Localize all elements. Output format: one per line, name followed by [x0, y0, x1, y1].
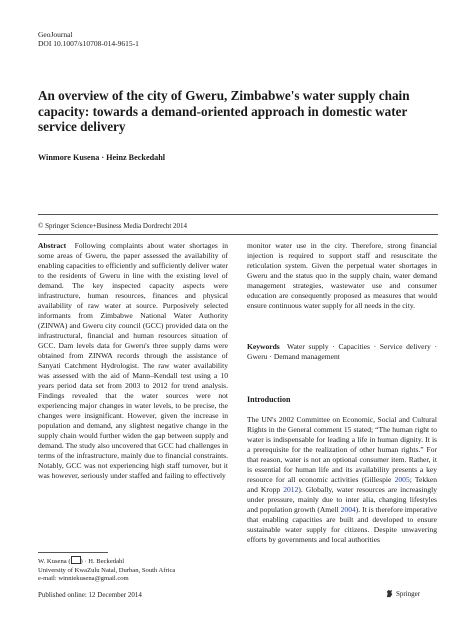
doi: DOI 10.1007/s10708-014-9615-1: [38, 39, 139, 48]
footnote-names: [38, 556, 228, 567]
springer-horse-icon: [385, 589, 394, 598]
footnote-divider: [38, 552, 108, 553]
publisher-name: Springer: [396, 589, 421, 598]
citation-link[interactable]: 2012: [283, 485, 299, 494]
introduction-heading: Introduction: [247, 395, 291, 404]
keywords-heading: Keywords: [247, 342, 280, 351]
paper-title: An overview of the city of Gweru, Zimbabwe's water supply chain capacity: towards a demand-oriented approach in domestic water service delivery: [38, 88, 410, 134]
copyright: © Springer Science+Business Media Dordrecht 2014: [38, 222, 188, 230]
citation-link[interactable]: 2004: [340, 505, 356, 514]
author-footnote: [38, 556, 228, 584]
intro-text-4: ). It is therefore imperative that enabling capacities are built and developed to ensure sustainable water supply for citizens. Despite unwavering efforts by governments and local authorities: [247, 505, 438, 544]
abstract-continuation: monitor water use in the city. Therefore, strong financial injection is required to support staff and resuscitate the reticulation system. Given the perpetual water shortages in Gweru and the status quo in the supply chain, water demand management strategies, wastewater use and consumer education are consequently proposed as measures that would ensure continuous water supply for all needs in the city.: [247, 241, 437, 310]
footnote-affiliation: University of KwaZulu Natal, Durban, South Africa: [38, 566, 176, 574]
published-date: Published online: 12 December 2014: [38, 591, 142, 599]
abstract: [38, 241, 228, 481]
keywords-text: Water supply · Capacities · Service delivery · Gweru · Demand management: [247, 342, 437, 361]
envelope-icon: [71, 556, 81, 564]
citation-link[interactable]: 2005: [394, 475, 410, 484]
keywords: [247, 342, 437, 362]
footnote-email[interactable]: e-mail: winniekusena@gmail.com: [38, 575, 129, 583]
intro-text-1: The UN's 2002 Committee on Economic, Social and Cultural Rights in the General comment 15 stated; “The human right to water is indispensable for leading a life in human dignity. It is a prerequisite for the realization of other human rights.” For that reason, water is not an optional consumer item. Rather, it is essential for human life and its availability presents a key resource for all economic activities (Gillespie: [247, 415, 437, 484]
divider-top: [38, 214, 438, 215]
intro-text-2: ; Tekken and Kropp: [247, 475, 438, 494]
footnote-name-2: ) · H. Beckedahl: [80, 558, 125, 565]
abstract-text: Following complaints about water shortages in some areas of Gweru, the paper assessed the availability of enabling capacities to efficiently and sufficiently deliver water to the residents of Gweru in line with the existing level of demand. The key inspected capacity aspects were infrastructure, human resources, finances and physical availability of raw water at source. Purposively selected informants from Zimbabwe National Water Authority (ZINWA) and Gweru city council (GCC) provided data on the infrastructural, financial and human resources situation of GCC. Dam levels data for Gweru's three supply dams were obtained from ZINWA records through the assistance of Sanyati Catchment Hydrologist. The raw water availability was assessed with the aid of Mann–Kendall test using a 10 years period data set from 2003 to 2012 for trend analysis. Findings revealed that the water sources were not experiencing major changes in water levels, to be precise, the changes were insignificant. However, given the increase in population and demand, any slightest negative change in the supply chain would further widen the gap between supply and demand. The study also uncovered that GCC had challenges in terms of the infrastructure, mainly due to financial constraints. Notably, GCC was not experiencing high staff turnover, but it was however, seriously under staffed and failing to effectively: [38, 241, 228, 480]
footnote-name-1: W. Kusena (: [38, 558, 71, 565]
introduction-body: [247, 415, 437, 545]
journal-header: [38, 30, 139, 48]
authors: Winmore Kusena · Heinz Beckedahl: [38, 153, 166, 162]
divider-bottom: [38, 234, 438, 235]
publisher-logo: [385, 589, 420, 598]
abstract-heading: Abstract: [38, 241, 67, 250]
journal-name: GeoJournal: [38, 30, 73, 39]
intro-text-3: ). Globally, water resources are increasingly under pressure, mainly due to inter alia, changing lifestyles and population growth (Amell: [247, 485, 437, 514]
